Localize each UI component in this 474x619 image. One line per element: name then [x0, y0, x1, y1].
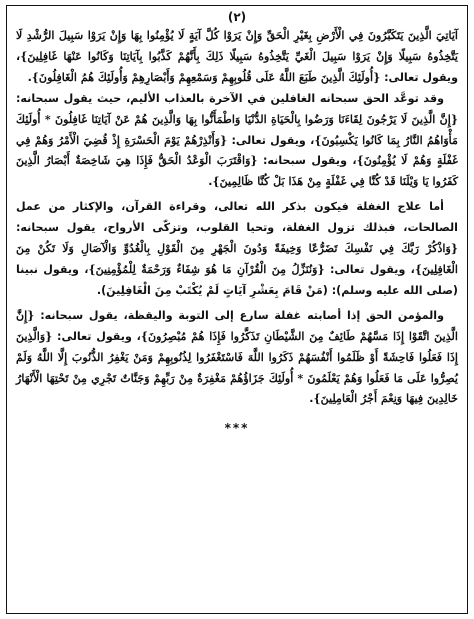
end-mark: ***	[224, 421, 250, 436]
body-text: .	[309, 392, 314, 406]
body-text: أما علاج الغفلة فيكون بذكر الله تعالى، وقراءة القرآن، والإكثار من عمل الصالحات، فبذلك تزول الغفلة، وتحيا القلوب، وتزكّى الأرواح، يقول سبحانه:	[16, 200, 458, 235]
quran-verse: {أُولَئِكَ الَّذِينَ طَبَعَ اللَّهُ عَلَى قُلُوبِهِمْ وَسَمْعِهِمْ وَأَبْصَارِهِمْ وَأُولَئِكَ هُمُ الْغَافِلُونَ}	[31, 70, 381, 84]
quran-verse: {وَالَّذِينَ إِذَا فَعَلُوا فَاحِشَةً أَوْ ظَلَمُوا أَنْفُسَهُمْ ذَكَرُوا اللَّهَ فَاسْتَغْفَرُوا لِذُنُوبِهِمْ وَمَنْ يَغْفِرُ الذُّنُوبَ إِلَّا اللَّهُ وَلَمْ يُصِرُّوا عَلَى مَا فَعَلُوا وَهُمْ يَعْلَمُونَ * أُولَئِكَ جَزَاؤُهُمْ مَغْفِرَةٌ مِنْ رَبِّهِمْ وَجَنَّاتٌ تَجْرِي مِنْ تَحْتِهَا الْأَنْهَارُ خَالِدِينَ فِيهَا وَنِعْمَ أَجْرُ الْعَامِلِينَ}	[16, 329, 458, 406]
body-text: .	[27, 70, 32, 84]
quran-verse: {إِنَّ الَّذِينَ اتَّقَوْا إِذَا مَسَّهُمْ طَائِفٌ مِنَ الشَّيْطَانِ تَذَكَّرُوا فَإِذَا هُمْ مُبْصِرُونَ}	[16, 308, 458, 343]
body-text: ، ويقول سبحانه:	[257, 154, 357, 168]
page-number: (٢)	[227, 10, 247, 24]
paragraph-2	[16, 89, 458, 194]
paragraph-3	[16, 197, 458, 302]
quran-verse: آيَاتِيَ الَّذِينَ يَتَكَبَّرُونَ فِي الْأَرْضِ بِغَيْرِ الْحَقِّ وَإِنْ يَرَوْا كُلَّ آيَةٍ لَا يُؤْمِنُوا بِهَا وَإِنْ يَرَوْا سَبِيلَ الرُّشْدِ لَا يَتَّخِذُوهُ سَبِيلًا وَإِنْ يَرَوْا سَبِيلَ الْغَيِّ يَتَّخِذُوهُ سَبِيلًا ذَلِكَ بِأَنَّهُمْ كَذَّبُوا بِآيَاتِنَا وَكَانُوا عَنْهَا غَافِلِينَ}	[16, 29, 458, 63]
quran-verse: {إِنَّ الَّذِينَ لَا يَرْجُونَ لِقَاءَنَا وَرَضُوا بِالْحَيَاةِ الدُّنْيَا وَاطْمَأَنُّوا بِهَا وَالَّذِينَ هُمْ عَنْ آيَاتِنَا غَافِلُونَ * أُولَئِكَ مَأْوَاهُمُ النَّارُ بِمَا كَانُوا يَكْسِبُونَ}	[16, 112, 458, 147]
body-text: ، ويقول تعالى:	[227, 133, 315, 147]
quran-verse: {وَأَنْذِرْهُمْ يَوْمَ الْحَسْرَةِ إِذْ قُضِيَ الْأَمْرُ وَهُمْ فِي غَفْلَةٍ وَهُمْ لَا يُؤْمِنُونَ}	[16, 133, 458, 168]
quran-verse: {وَنُنَزِّلُ مِنَ الْقُرْآنِ مَا هُوَ شِفَاءٌ وَرَحْمَةٌ لِلْمُؤْمِنِينَ}	[88, 262, 325, 276]
paragraph-1	[16, 26, 458, 89]
body-text: ، ويقول تعالى:	[16, 49, 458, 84]
body-text: .	[208, 175, 213, 189]
paragraph-4	[16, 306, 458, 411]
quran-verse: {وَاقْتَرَبَ الْوَعْدُ الْحَقُّ فَإِذَا هِيَ شَاخِصَةٌ أَبْصَارُ الَّذِينَ كَفَرُوا يَا وَيْلَنَا قَدْ كُنَّا فِي غَفْلَةٍ مِنْ هَذَا بَلْ كُنَّا ظَالِمِينَ}	[16, 154, 458, 189]
body-text: ، ويقول تعالى:	[324, 262, 415, 276]
body-text: والمؤمن الحق إذا أصابته غفلة سارع إلى التوبة واليقظة، يقول سبحانه:	[34, 308, 444, 322]
document-page	[6, 5, 468, 614]
quran-verse: {وَاذْكُرْ رَبَّكَ فِي نَفْسِكَ تَضَرُّعًا وَخِيفَةً وَدُونَ الْجَهْرِ مِنَ الْقَوْلِ بِالْغُدُوِّ وَالْآصَالِ وَلَا تَكُنْ مِنَ الْغَافِلِينَ}	[16, 242, 459, 276]
body-text: ، ويقول تعالى:	[52, 329, 141, 343]
body-text: ، ويقول نبينا (صلى الله عليه وسلم): (مَنْ قَامَ بِعَشْرِ آيَاتٍ لَمْ يُكْتَبْ مِنَ الْغَافِلِينَ).	[16, 262, 458, 297]
page-content	[7, 6, 467, 436]
body-text: وقد توعَّد الحق سبحانه الغافلين في الآخرة بالعذاب الأليم، حيث يقول سبحانه:	[16, 91, 444, 105]
